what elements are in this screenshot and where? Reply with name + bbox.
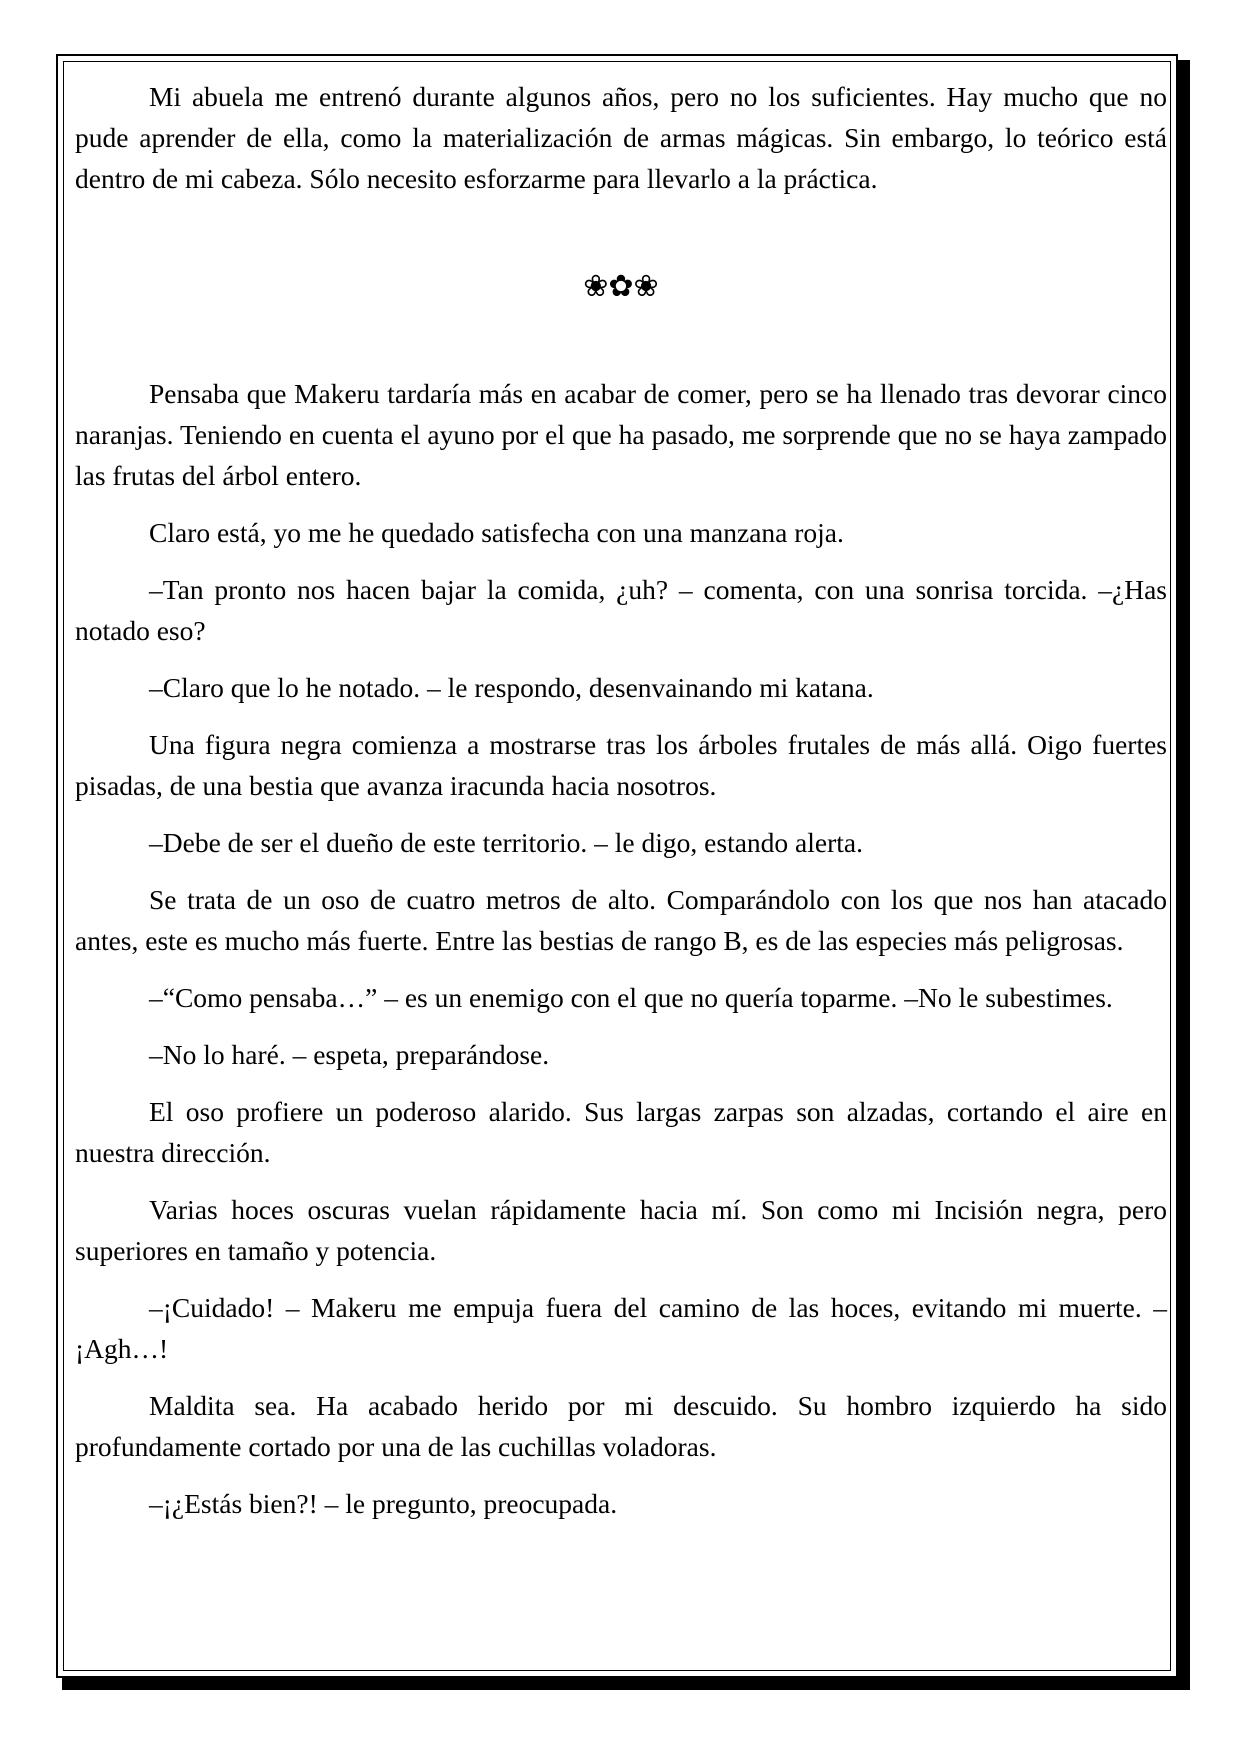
paragraph: El oso profiere un poderoso alarido. Sus largas zarpas son alzadas, cortando el aire en nuestra dirección. [75,1096,1167,1168]
page-content [75,76,1167,1524]
paragraph: Claro está, yo me he quedado satisfecha con una manzana roja. [149,517,844,548]
paragraph: Se trata de un oso de cuatro metros de alto. Comparándolo con los que nos han atacado antes, este es mucho más fuerte. Entre las bestias de rango B, es de las especies más peligrosas. [75,884,1167,956]
paragraph: Una figura negra comienza a mostrarse tras los árboles frutales de más allá. Oigo fuertes pisadas, de una bestia que avanza iracunda hacia nosotros. [75,729,1167,801]
paragraph: Pensaba que Makeru tardaría más en acabar de comer, pero se ha llenado tras devorar cinco naranjas. Teniendo en cuenta el ayuno por el que ha pasado, me sorprende que no se haya zampado las frutas del árbol entero. [75,378,1167,491]
dialogue-paragraph: –Tan pronto nos hacen bajar la comida, ¿uh? – comenta, con una sonrisa torcida. –¿Has notado eso? [75,574,1167,646]
dialogue-paragraph: –¡Cuidado! – Makeru me empuja fuera del camino de las hoces, evitando mi muerte. –¡Agh…! [75,1292,1167,1364]
section-separator-flowers: ❀✿❀ [583,269,659,304]
dialogue-paragraph: –¡¿Estás bien?! – le pregunto, preocupada. [149,1488,618,1519]
dialogue-paragraph: –Debe de ser el dueño de este territorio. – le digo, estando alerta. [149,827,863,858]
paragraph: Mi abuela me entrenó durante algunos años, pero no los suficientes. Hay mucho que no pude aprender de ella, como la materialización de armas mágicas. Sin embargo, lo teórico está dentro de mi cabeza. Sólo necesito esforzarme para llevarlo a la práctica. [75,81,1167,194]
dialogue-paragraph: –No lo haré. – espeta, preparándose. [149,1039,550,1070]
paragraph: Varias hoces oscuras vuelan rápidamente hacia mí. Son como mi Incisión negra, pero superiores en tamaño y potencia. [75,1194,1167,1266]
dialogue-paragraph: –Claro que lo he notado. – le respondo, desenvainando mi katana. [149,672,874,703]
paragraph: Maldita sea. Ha acabado herido por mi descuido. Su hombro izquierdo ha sido profundamente cortado por una de las cuchillas voladoras. [75,1390,1167,1462]
dialogue-paragraph: –“Como pensaba…” – es un enemigo con el que no quería toparme. –No le subestimes. [149,982,1113,1013]
